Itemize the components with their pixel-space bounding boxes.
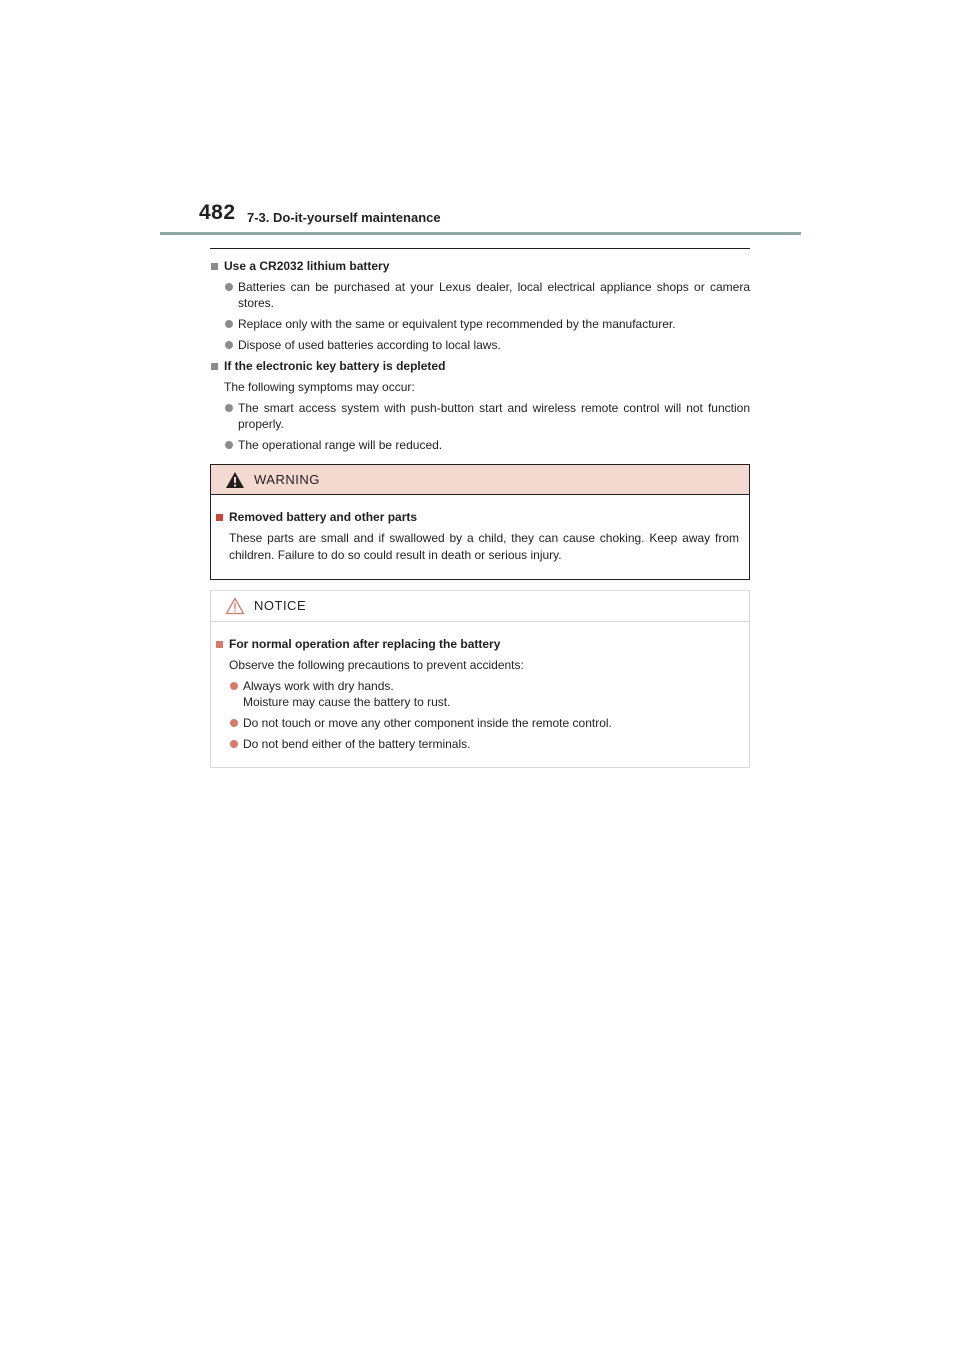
list-item (210, 437, 750, 453)
list-item-text: The operational range will be reduced. (238, 438, 443, 452)
warning-header (211, 465, 749, 495)
warning-title: WARNING (254, 472, 320, 487)
list-item-text: Do not bend either of the battery terminals. (243, 737, 471, 751)
list-item (215, 715, 739, 731)
circle-bullet-icon (230, 682, 238, 690)
section-heading-battery-depleted (210, 358, 750, 375)
circle-bullet-icon (225, 283, 233, 291)
list-item (210, 400, 750, 432)
page-number: 482 (199, 201, 236, 224)
list-item (210, 316, 750, 332)
warning-triangle-icon (225, 471, 245, 489)
list-item (210, 337, 750, 353)
circle-bullet-icon (225, 320, 233, 328)
main-content (210, 258, 750, 458)
notice-heading (215, 636, 739, 653)
list-item (210, 279, 750, 311)
content-divider (210, 248, 750, 249)
square-bullet-icon (216, 641, 223, 648)
square-bullet-icon (216, 514, 223, 521)
notice-header (211, 591, 749, 622)
square-bullet-icon (211, 363, 218, 370)
list-item-text: The smart access system with push-button start and wireless remote control will not function properly. (238, 401, 750, 431)
warning-text: These parts are small and if swallowed by a child, they can cause choking. Keep away from children. Failure to do so could result in death or serious injury. (229, 531, 739, 562)
circle-bullet-icon (230, 719, 238, 727)
circle-bullet-icon (225, 341, 233, 349)
list-item-text: Do not touch or move any other component inside the remote control. (243, 716, 612, 730)
list-item-text: Replace only with the same or equivalent type recommended by the manufacturer. (238, 317, 676, 331)
list-item-text: Batteries can be purchased at your Lexus dealer, local electrical appliance shops or camera stores. (238, 280, 750, 310)
section-title: 7-3. Do-it-yourself maintenance (247, 210, 441, 225)
notice-body (211, 622, 749, 752)
notice-title: NOTICE (254, 598, 307, 613)
list-item-text: Dispose of used batteries according to local laws. (238, 338, 501, 352)
circle-bullet-icon (230, 740, 238, 748)
heading-text: Removed battery and other parts (229, 510, 418, 524)
square-bullet-icon (211, 263, 218, 270)
section-heading-battery-type (210, 258, 750, 275)
warning-box (210, 464, 750, 580)
warning-body (211, 495, 749, 564)
heading-text: If the electronic key battery is depleted (224, 359, 446, 373)
list-item (215, 736, 739, 752)
section-intro: The following symptoms may occur: (224, 380, 415, 394)
warning-heading (215, 509, 739, 526)
list-item (215, 678, 739, 710)
notice-box (210, 590, 750, 768)
circle-bullet-icon (225, 441, 233, 449)
list-item-subtext: Moisture may cause the battery to rust. (243, 695, 451, 709)
circle-bullet-icon (225, 404, 233, 412)
notice-triangle-icon (225, 597, 245, 615)
list-item-text: Always work with dry hands. (243, 679, 394, 693)
page-header (0, 0, 960, 240)
notice-intro: Observe the following precautions to prevent accidents: (229, 658, 524, 672)
heading-text: For normal operation after replacing the battery (229, 637, 501, 651)
heading-text: Use a CR2032 lithium battery (224, 259, 390, 273)
header-rule (160, 232, 801, 235)
